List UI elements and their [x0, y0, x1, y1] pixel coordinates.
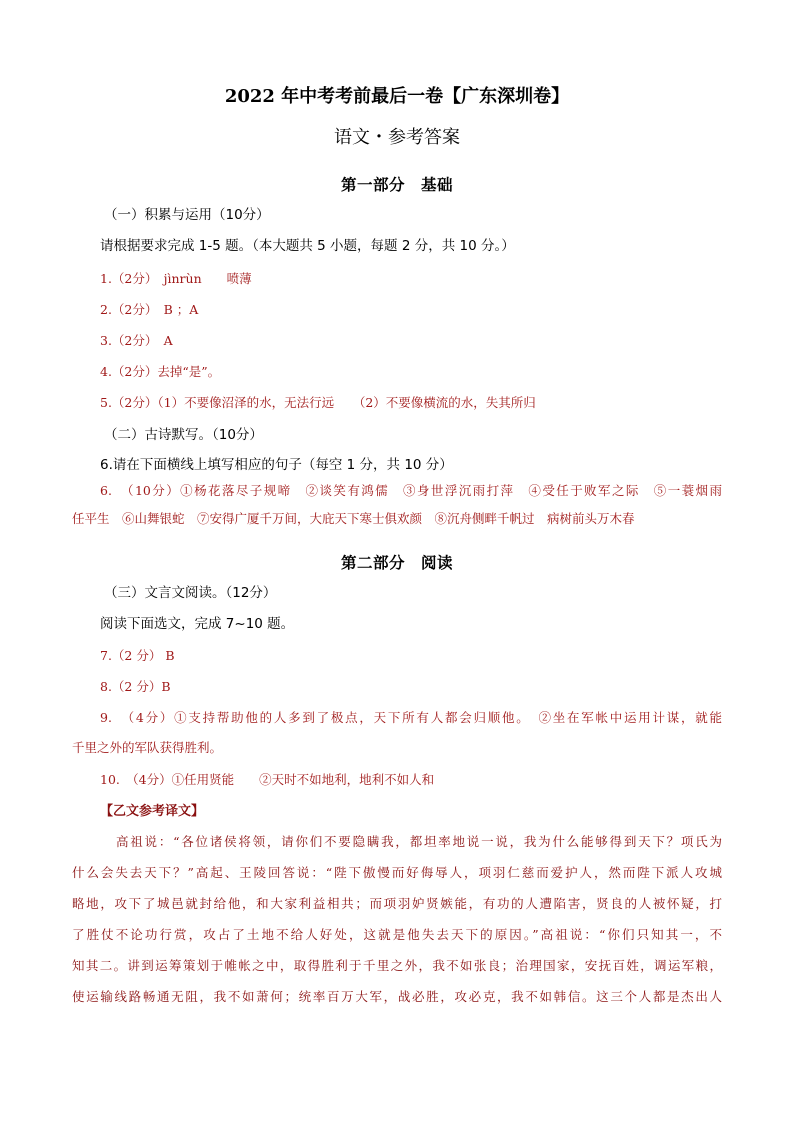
translation-line: 了胜仗不论功行赏，攻占了土地不给人好处，这就是他失去天下的原因。”高祖说：“你们只知其一，不: [72, 927, 722, 942]
section-instruction: 阅读下面选文，完成 7~10 题。: [100, 616, 295, 632]
part-heading-basics: 第一部分 基础: [340, 175, 453, 194]
answer-item: 3.（2分） A: [100, 333, 173, 348]
answer-item-continuation: 千里之外的军队获得胜利。: [72, 740, 223, 755]
section-label-poetry: （二）古诗默写。（10分）: [104, 427, 263, 443]
section-label-accumulation: （一）积累与运用（10分）: [104, 207, 270, 223]
answer-item: 4.（2分）去掉“是”。: [100, 364, 221, 379]
answer-item-continuation: 任平生 ⑥山舞银蛇 ⑦安得广厦千万间，大庇天下寒士俱欢颜 ⑧沉舟侧畔千帆过 病树前头万木春: [72, 511, 635, 526]
translation-heading: 【乙文参考译文】: [100, 804, 205, 819]
translation-line: 什么会失去天下？”高起、王陵回答说：“陛下傲慢而好侮辱人，项羽仁慈而爱护人，然而陛下派人攻城: [72, 865, 722, 880]
translation-line: 略地，攻下了城邑就封给他，和大家利益相共；而项羽妒贤嫉能，有功的人遭陷害，贤良的人被怀疑，打: [72, 896, 722, 911]
translation-line: 高祖说：“各位诸侯将领，请你们不要隐瞒我，都坦率地说一说，我为什么能够得到天下？项氏为: [116, 834, 722, 849]
answer-item: 6. （10分）①杨花落尽子规啼 ②谈笑有鸿儒 ③身世浮沉雨打萍 ④受任于败军之际 ⑤一蓑烟雨: [100, 483, 722, 498]
section-instruction: 请根据要求完成 1-5 题。（本大题共 5 小题，每题 2 分，共 10 分。）: [100, 238, 515, 254]
answer-item: 8.（2 分）B: [100, 679, 171, 694]
answer-item: 7.（2 分） B: [100, 648, 175, 663]
section-label-classical: （三）文言文阅读。（12分）: [104, 585, 277, 601]
answer-item: 9. （4分）①支持帮助他的人多到了极点，天下所有人都会归顺他。 ②坐在军帐中运用计谋，就能: [100, 710, 722, 725]
page-subtitle: 语文・参考答案: [334, 127, 460, 148]
translation-line: 使运输线路畅通无阻，我不如萧何；统率百万大军，战必胜，攻必克，我不如韩信。这三个人都是杰出人: [72, 989, 722, 1004]
translation-line: 知其二。讲到运筹策划于帷帐之中，取得胜利于千里之外，我不如张良；治理国家，安抚百姓，调运军粮，: [72, 958, 722, 973]
page-title: 2022 年中考考前最后一卷【广东深圳卷】: [224, 86, 570, 107]
section-instruction: 6.请在下面横线上填写相应的句子（每空 1 分，共 10 分）: [100, 457, 453, 473]
part-heading-reading: 第二部分 阅读: [340, 553, 453, 572]
answer-item: 1.（2分） jìnrùn 喷薄: [100, 271, 252, 286]
answer-item: 5.（2分）（1）不要像沼泽的水，无法行远 （2）不要像横流的水，失其所归: [100, 395, 536, 410]
answer-item: 10. （4分）①任用贤能 ②天时不如地利，地利不如人和: [100, 772, 435, 787]
answer-item: 2.（2分） B ；A: [100, 302, 199, 317]
